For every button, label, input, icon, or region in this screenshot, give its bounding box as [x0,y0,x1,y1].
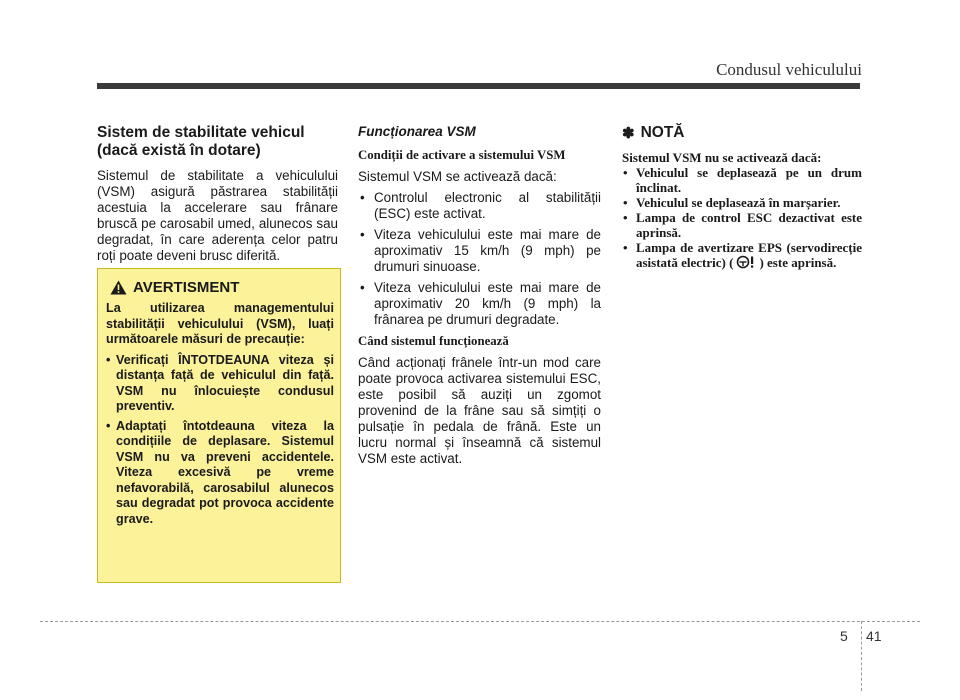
running-header: Condusul vehiculului [716,60,862,79]
activation-conditions-heading: Condiții de activare a sistemului VSM [358,148,566,162]
warning-box [97,268,341,583]
column-right [622,124,862,272]
header-rule [97,83,860,89]
warning-header [110,279,334,296]
section-title-vsm-operation: Funcționarea VSM [358,124,476,139]
note-item: • Lampa de control ESC dezactivat este aprinsă. [622,210,862,240]
footer-rule [40,621,920,622]
column-middle [358,124,601,467]
note-item-eps-suffix: ) este aprinsă. [759,255,837,270]
note-header [622,124,862,142]
note-item-eps-prefix: Lampa de avertizare EPS (servodirecție asistată electric) ( [636,240,862,270]
activation-item: • Controlul electronic al stabilității (ESC) este activat. [358,190,601,222]
chapter-number: 5 [840,628,848,644]
note-item-eps [622,240,862,272]
activation-list [358,190,601,328]
activation-intro: Sistemul VSM se activează dacă: [358,169,557,184]
page-number: 41 [866,628,882,644]
page-number-separator [861,621,862,691]
warning-intro: La utilizarea managementului stabilității vehiculului (VSM), luați următoarele măsuri de precauție: [106,301,334,346]
warning-title: AVERTISMENT [133,279,240,296]
column-left [97,124,338,264]
note-list [622,165,862,272]
system-operating-body: Când acționați frânele într-un mod care poate provoca activarea sistemului ESC, este posibil să auziți un zgomot provenind de la frâne sau să simțiți o pulsație în pedala de frână. Este un lucru normal și înseamnă că sistemul VSM este activat. [358,355,601,466]
eps-warning-icon [736,255,756,272]
system-operating-heading: Când sistemul funcționează [358,334,509,348]
warning-item: • Verificați ÎNTOTDEAUNA viteza și distanța față de vehiculul din față. VSM nu înlocuiește condusul preventiv. [106,353,334,415]
section-title-vsm: Sistem de stabilitate vehicul (dacă există în dotare) [97,124,305,159]
note-star-icon: ✽ [622,125,635,142]
section-body-vsm: Sistemul de stabilitate a vehiculului (VSM) asigură păstrarea stabilității acestuia la accelerare sau frânare bruscă pe carosabil umed, alunecos sau degradat, în care aderența celor patru roți poate deveni brusc diferită. [97,168,338,263]
note-title: NOTĂ [640,124,685,141]
note-item: • Vehiculul se deplasează pe un drum înclinat. [622,165,862,195]
warning-list [106,353,334,528]
activation-item: • Viteza vehiculului este mai mare de aproximativ 20 km/h (9 mph) la frânarea pe drumuri degradate. [358,280,601,328]
warning-triangle-icon [110,280,127,295]
note-lead: Sistemul VSM nu se activează dacă: [622,150,822,165]
activation-item: • Viteza vehiculului este mai mare de aproximativ 15 km/h (9 mph) pe drumuri sinuoase. [358,227,601,275]
note-item: • Vehiculul se deplasează în marșarier. [622,195,862,210]
warning-item: • Adaptați întotdeauna viteza la condițiile de deplasare. Sistemul VSM nu va preveni accidentele. Viteza excesivă pe vreme nefavorabilă, carosabilul alunecos sau degradat pot provoca accidente grave. [106,419,334,528]
